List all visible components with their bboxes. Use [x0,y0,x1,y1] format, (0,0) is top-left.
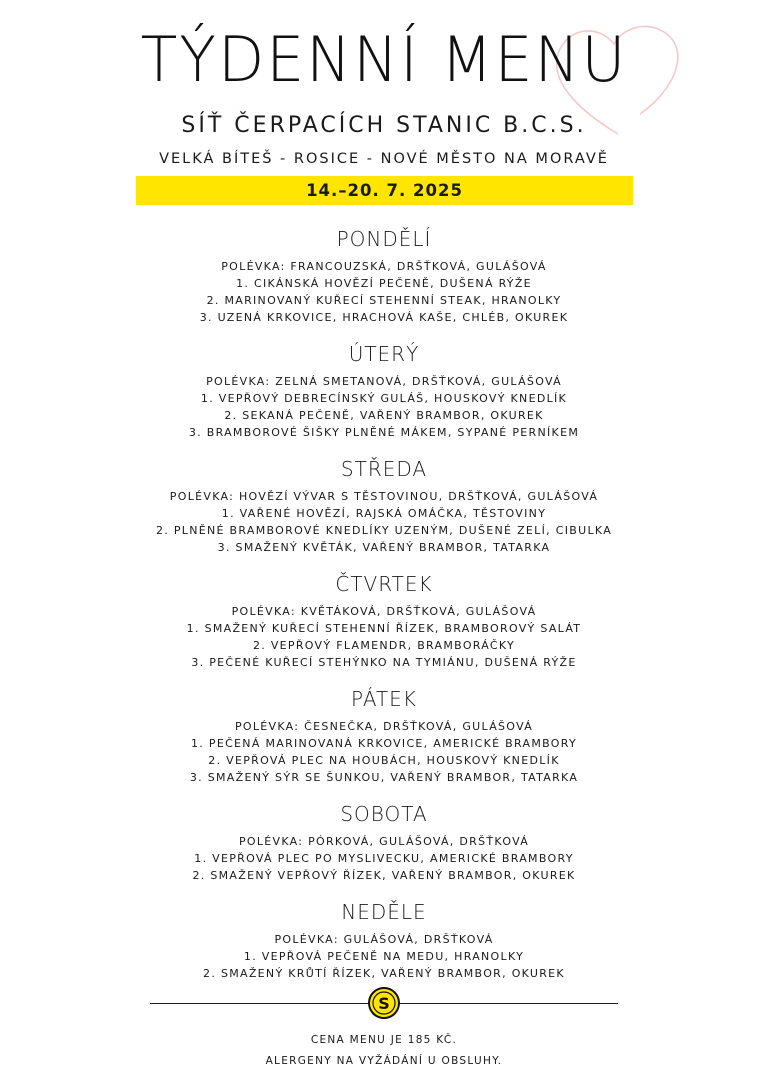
dish-line: 2. VEPŘOVÝ FLAMENDR, BRAMBORÁČKY [252,639,516,652]
day-heading: PÁTEK [351,687,417,711]
dish-line: 3. UZENÁ KRKOVICE, HRACHOVÁ KAŠE, CHLÉB, OKUREK [199,311,569,324]
dish-line: 2. MARINOVANÝ KUŘECÍ STEHENNÍ STEAK, HRANOLKY [206,294,562,307]
day-section [0,224,768,339]
day-section [0,799,768,897]
soup-line: POLÉVKA: HOVĚZÍ VÝVAR S TĚSTOVINOU, DRŠŤKOVÁ, GULÁŠOVÁ [169,490,599,503]
dish-line: 3. SMAŽENÝ KVĚTÁK, VAŘENÝ BRAMBOR, TATARKA [217,541,551,554]
date-range-text: 14.–20. 7. 2025 [306,181,463,200]
dish-line: 3. BRAMBOROVÉ ŠIŠKY PLNĚNÉ MÁKEM, SYPANÉ PERNÍKEM [188,426,580,439]
dish-line: 1. VEPŘOVÁ PEČENĚ NA MEDU, HRANOLKY [243,950,525,963]
day-section [0,684,768,799]
soup-line: POLÉVKA: GULÁŠOVÁ, DRŠŤKOVÁ [274,933,494,946]
dish-line: 1. PEČENÁ MARINOVANÁ KRKOVICE, AMERICKÉ BRAMBORY [191,737,577,750]
dish-line: 1. VAŘENÉ HOVĚZÍ, RAJSKÁ OMÁČKA, TĚSTOVINY [221,507,547,520]
dish-line: 1. VEPŘOVÁ PLEC PO MYSLIVECKU, AMERICKÉ BRAMBORY [194,852,574,865]
dish-line: 1. CIKÁNSKÁ HOVĚZÍ PEČENĚ, DUŠENÁ RÝŽE [236,277,532,290]
date-range-banner [136,176,633,205]
logo-letter: S [378,994,390,1013]
page-title: TÝDENNÍ MENU [140,23,628,96]
dish-line: 1. VEPŘOVÝ DEBRECÍNSKÝ GULÁŠ, HOUSKOVÝ KNEDLÍK [200,392,568,405]
soup-line: POLÉVKA: FRANCOUZSKÁ, DRŠŤKOVÁ, GULÁŠOVÁ [221,260,547,273]
soup-line: POLÉVKA: KVĚTÁKOVÁ, DRŠŤKOVÁ, GULÁŠOVÁ [231,605,537,618]
allergens-note: ALERGENY NA VYŽÁDÁNÍ U OBSLUHY. [265,1055,503,1067]
price-note: CENA MENU JE 185 KČ. [310,1034,458,1046]
dish-line: 1. SMAŽENÝ KUŘECÍ STEHENNÍ ŘÍZEK, BRAMBOROVÝ SALÁT [186,622,582,635]
daily-menu-list [0,224,768,995]
day-heading: SOBOTA [340,802,428,826]
day-heading: ČTVRTEK [335,572,433,596]
dish-line: 2. SMAŽENÝ KRŮTÍ ŘÍZEK, VAŘENÝ BRAMBOR, OKUREK [203,967,565,980]
day-heading: STŘEDA [340,457,428,481]
dish-line: 3. SMAŽENÝ SÝR SE ŠUNKOU, VAŘENÝ BRAMBOR, TATARKA [189,771,579,784]
dish-line: 2. PLNĚNÉ BRAMBOROVÉ KNEDLÍKY UZENÝM, DUŠENÉ ZELÍ, CIBULKA [155,524,613,537]
soup-line: POLÉVKA: PÓRKOVÁ, GULÁŠOVÁ, DRŠŤKOVÁ [238,835,530,848]
day-heading: NEDĚLE [341,900,427,924]
day-section [0,897,768,995]
soup-line: POLÉVKA: ČESNEČKA, DRŠŤKOVÁ, GULÁŠOVÁ [234,720,534,733]
locations-line: VELKÁ BÍTEŠ - ROSICE - NOVÉ MĚSTO NA MORAVĚ [159,151,609,167]
day-section [0,339,768,454]
dish-line: 2. VEPŘOVÁ PLEC NA HOUBÁCH, HOUSKOVÝ KNEDLÍK [208,754,560,767]
dish-line: 3. PEČENÉ KUŘECÍ STEHÝNKO NA TYMIÁNU, DUŠENÁ RÝŽE [191,656,577,669]
company-name: SÍŤ ČERPACÍCH STANIC B.C.S. [181,113,587,138]
soup-line: POLÉVKA: ZELNÁ SMETANOVÁ, DRŠŤKOVÁ, GULÁŠOVÁ [206,375,562,388]
dish-line: 2. SMAŽENÝ VEPŘOVÝ ŘÍZEK, VAŘENÝ BRAMBOR, OKUREK [192,869,576,882]
day-heading: ÚTERÝ [348,342,420,366]
bcs-logo-icon [368,987,400,1019]
day-section [0,569,768,684]
dish-line: 2. SEKANÁ PEČENĚ, VAŘENÝ BRAMBOR, OKUREK [224,409,544,422]
footer-notes [0,1030,768,1072]
day-heading: PONDĚLÍ [336,227,432,251]
day-section [0,454,768,569]
